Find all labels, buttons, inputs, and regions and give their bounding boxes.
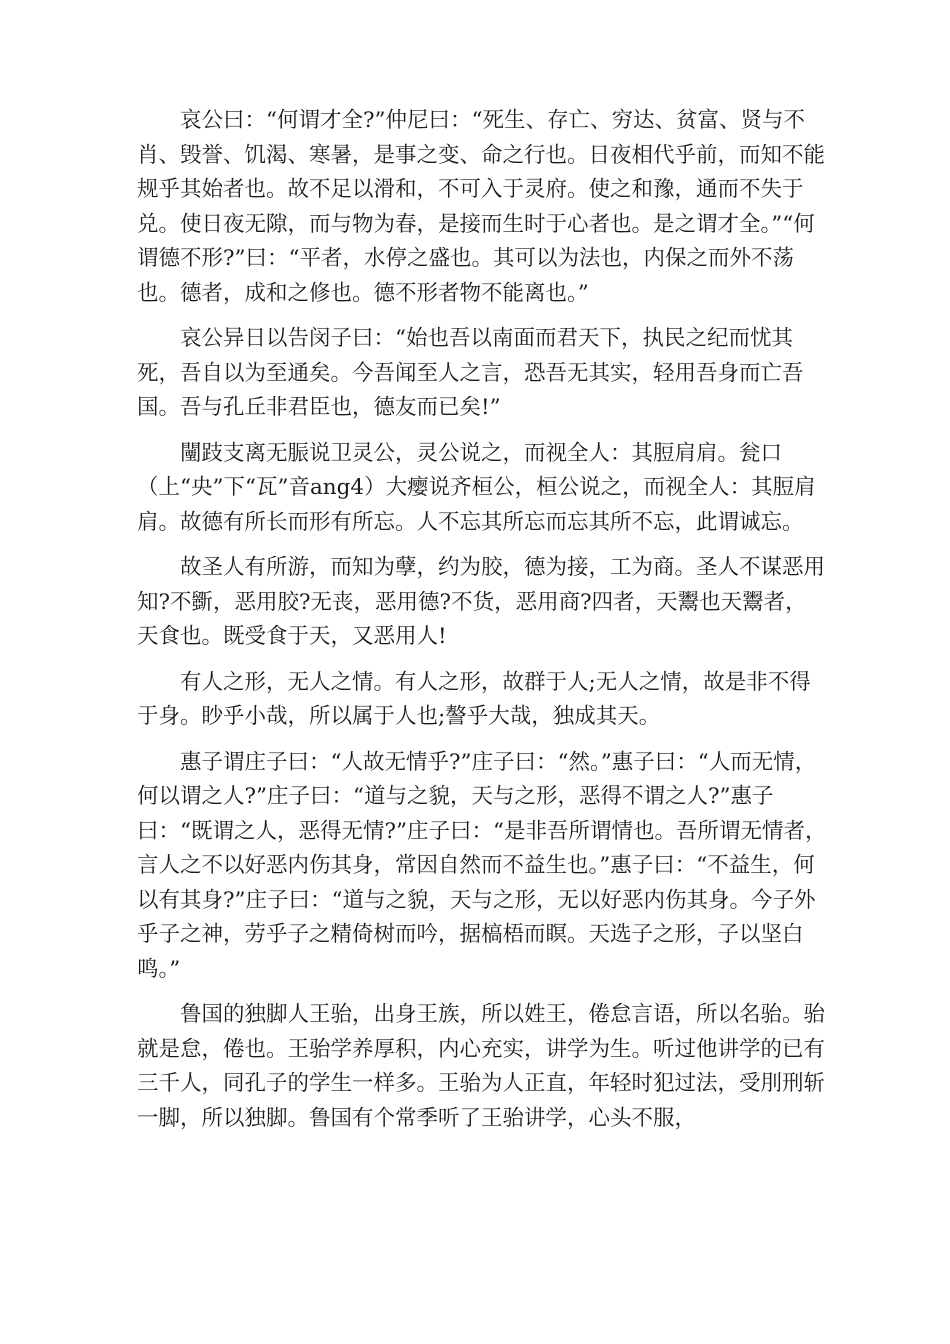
- paragraph-1: 哀公曰：“何谓才全?”仲尼曰：“死生、存亡、穷达、贫富、贤与不肖、毁誉、饥渴、寒暑，是事之变、命之行也。日夜相代乎前，而知不能规乎其始者也。故不足以滑和，不可入于灵府。使之和豫，通而不失于兑。使日夜无隙，而与物为春，是接而生时于心者也。是之谓才全。”“何谓德不形?”曰：“平者，水停之盛也。其可以为法也，内保之而外不荡也。德者，成和之修也。德不形者物不能离也。”: [137, 108, 826, 306]
- paragraph-2: 哀公异日以告闵子曰：“始也吾以南面而君天下，执民之纪而忧其死，吾自以为至通矣。今吾闻至人之言，恐吾无其实，轻用吾身而亡吾国。吾与孔丘非君臣也，德友而已矣!”: [137, 326, 804, 420]
- paragraph-5: 有人之形，无人之情。有人之形，故群于人;无人之情，故是非不得于身。眇乎小哉，所以属于人也;謷乎大哉，独成其天。: [137, 669, 811, 729]
- paragraph-6: 惠子谓庄子曰：“人故无情乎?”庄子曰：“然。”惠子曰：“人而无情，何以谓之人?”庄子曰：“道与之貌，天与之形，恶得不谓之人?”惠子曰：“既谓之人，恶得无情?”庄子曰：“是非吾所谓情也。吾所谓无情者，言人之不以好恶内伤其身，常因自然而不益生也。”惠子曰：“不益生，何以有其身?”庄子曰：“道与之貌，天与之形，无以好恶内伤其身。今子外乎子之神，劳乎子之精倚树而吟，据槁梧而瞑。天选子之形，子以坚白鸣。”: [137, 749, 827, 982]
- paragraph-7: 鲁国的独脚人王骀，出身王族，所以姓王，倦怠言语，所以名骀。骀就是怠，倦也。王骀学养厚积，内心充实，讲学为生。听过他讲学的已有三千人，同孔子的学生一样多。王骀为人正直，年轻时犯过法，受刖刑斩一脚，所以独脚。鲁国有个常季听了王骀讲学，心头不服，: [137, 1002, 826, 1131]
- document-body: [137, 104, 827, 1147]
- paragraph-4: 故圣人有所游，而知为孽，约为胶，德为接，工为商。圣人不谋恶用知?不斵，恶用胶?无丧，恶用德?不货，恶用商?四者，天鬻也天鬻者，天食也。既受食于天，又恶用人!: [137, 555, 826, 649]
- paragraph-3: 闉跂支离无脤说卫灵公，灵公说之，而视全人：其脰肩肩。瓮口（上“央”下“瓦”音ang4）大瘿说齐桓公，桓公说之，而视全人：其脰肩肩。故德有所长而形有所忘。人不忘其所忘而忘其所不忘，此谓诚忘。: [137, 440, 816, 535]
